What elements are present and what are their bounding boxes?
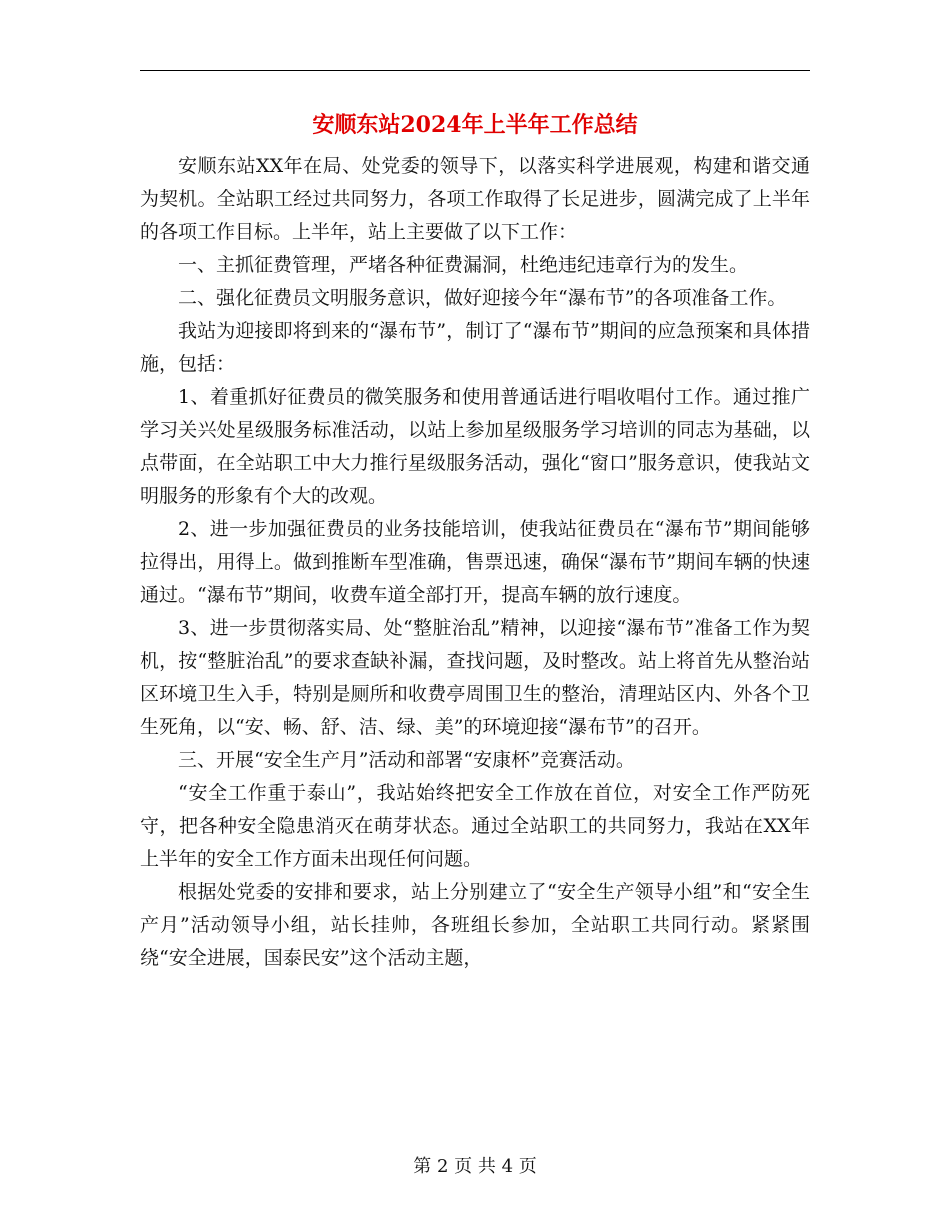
- paragraph: 一、主抓征费管理，严堵各种征费漏洞，杜绝违纪违章行为的发生。: [178, 254, 749, 276]
- paragraph: 3、进一步贯彻落实局、处“整脏治乱”精神，以迎接“瀑布节”准备工作为契机，按“整脏治乱”的要求查缺补漏，查找问题，及时整改。站上将首先从整治站区环境卫生入手，特别是厕所和收费亭周围卫生的整治，清理站区内、外各个卫生死角，以“安、畅、舒、洁、绿、美”的环境迎接“瀑布节”的召开。: [140, 617, 810, 738]
- page-footer: 第 2 页 共 4 页: [413, 1156, 537, 1177]
- paragraph: “安全工作重于泰山”，我站始终把安全工作放在首位，对安全工作严防死守，把各种安全隐患消灭在萌芽状态。通过全站职工的共同努力，我站在XX年上半年的安全工作方面未出现任何问题。: [140, 782, 810, 870]
- paragraph: 2、进一步加强征费员的业务技能培训，使我站征费员在“瀑布节”期间能够拉得出，用得上。做到推断车型准确，售票迅速，确保“瀑布节”期间车辆的快速通过。“瀑布节”期间，收费车道全部打开，提高车辆的放行速度。: [140, 518, 810, 606]
- paragraph: 1、着重抓好征费员的微笑服务和使用普通话进行唱收唱付工作。通过推广学习关兴处星级服务标准活动，以站上参加星级服务学习培训的同志为基础，以点带面，在全站职工中大力推行星级服务活动，强化“窗口”服务意识，使我站文明服务的形象有个大的改观。: [140, 386, 810, 507]
- paragraph: 我站为迎接即将到来的“瀑布节”，制订了“瀑布节”期间的应急预案和具体措施，包括：: [140, 320, 810, 375]
- paragraph: 三、开展“安全生产月”活动和部署“安康杯”竞赛活动。: [178, 749, 635, 771]
- header-rule: [140, 70, 810, 71]
- paragraph: 二、强化征费员文明服务意识，做好迎接今年“瀑布节”的各项准备工作。: [178, 287, 787, 309]
- document-title: 安顺东站2024年上半年工作总结: [312, 112, 638, 138]
- paragraph: 根据处党委的安排和要求，站上分别建立了“安全生产领导小组”和“安全生产月”活动领导小组，站长挂帅，各班组长参加，全站职工共同行动。紧紧围绕“安全进展，国泰民安”这个活动主题，: [140, 881, 810, 969]
- document-body: [140, 150, 810, 975]
- paragraph: 安顺东站XX年在局、处党委的领导下，以落实科学进展观，构建和谐交通为契机。全站职工经过共同努力，各项工作取得了长足进步，圆满完成了上半年的各项工作目标。上半年，站上主要做了以下工作：: [140, 155, 810, 243]
